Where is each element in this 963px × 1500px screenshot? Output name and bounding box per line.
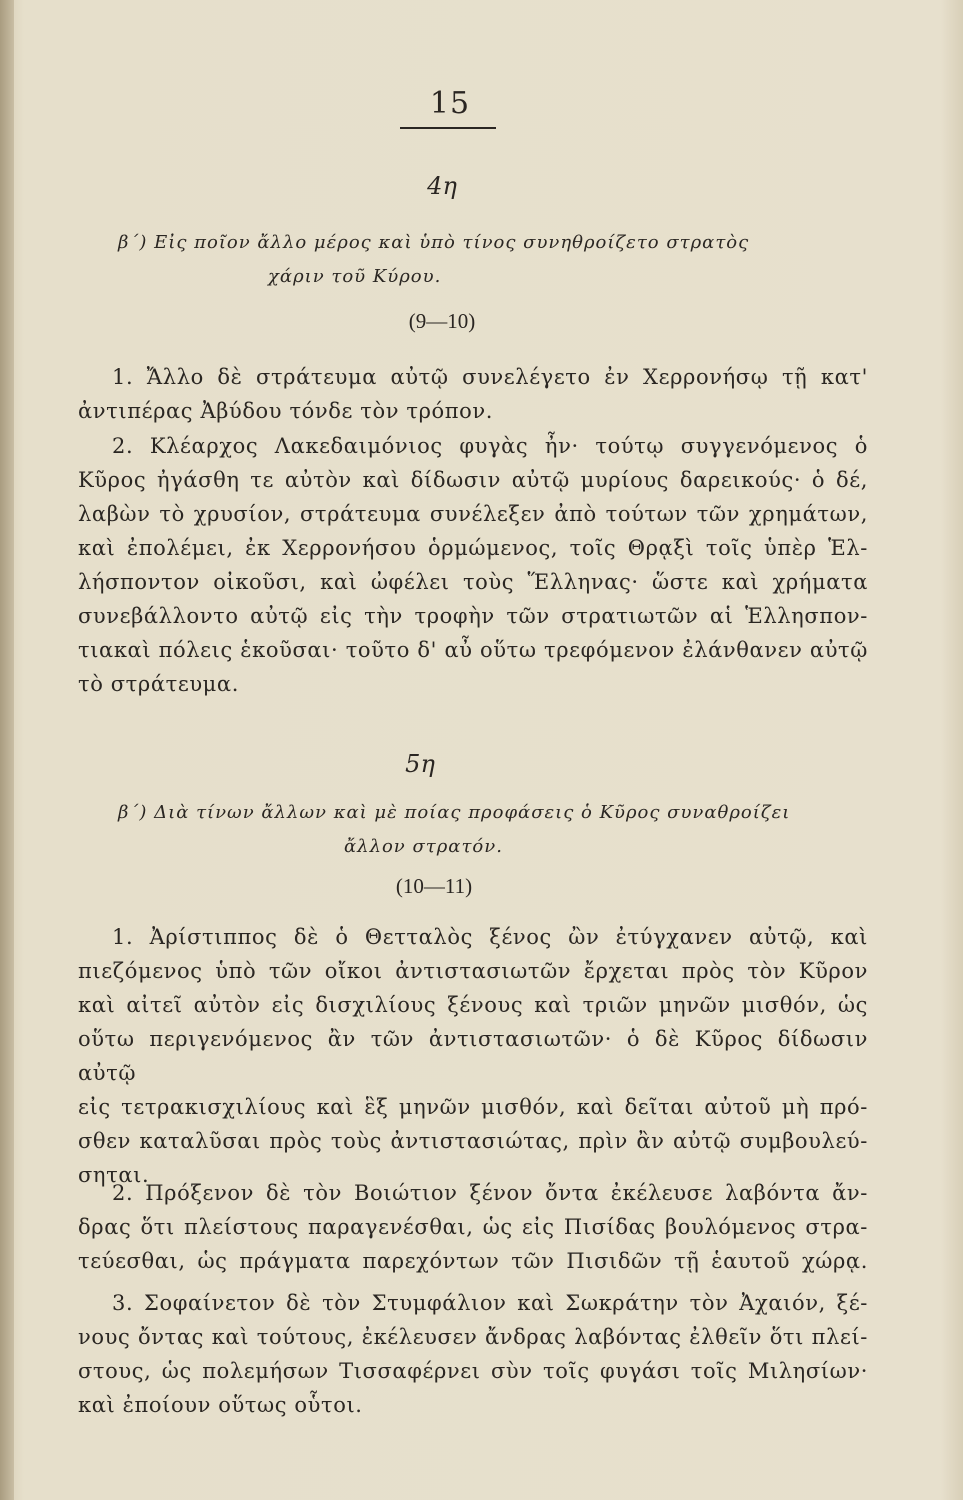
lesson-5-question xyxy=(118,796,790,864)
text-line: τεύεσθαι, ὡς πράγματα παρεχόντων τῶν Πισιδῶν τῇ ἑαυτοῦ χώρᾳ. xyxy=(78,1249,868,1273)
question-line: χάριν τοῦ Κύρου. xyxy=(268,266,442,287)
text-line: οὕτω περιγενόμενος ἂν τῶν ἀντιστασιωτῶν· ὁ δὲ Κῦρος δίδωσιν αὐτῷ xyxy=(78,1027,868,1085)
page-number-rule xyxy=(400,127,496,129)
text-line: σηται. xyxy=(78,1163,150,1187)
lesson-4-question xyxy=(118,226,749,294)
text-line: πιεζόμενος ὑπὸ τῶν οἴκοι ἀντιστασιωτῶν ἔρχεται πρὸς τὸν Κῦρον xyxy=(78,959,868,983)
text-line: καὶ ἐποίουν οὕτως οὗτοι. xyxy=(78,1393,363,1417)
question-line: β΄) Διὰ τίνων ἄλλων καὶ μὲ ποίας προφάσεις ὁ Κῦρος συναθροίζει xyxy=(118,802,791,823)
text-line: σθεν καταλῦσαι πρὸς τοὺς ἀντιστασιώτας, πρὶν ἂν αὐτῷ συμβουλεύ- xyxy=(78,1129,868,1153)
lesson-5-reference: (10—11) xyxy=(395,874,473,898)
question-line: β΄) Εἰς ποῖον ἄλλο μέρος καὶ ὑπὸ τίνος συνηθροίζετο στρατὸς xyxy=(118,232,750,253)
text-line: 2. Κλέαρχος Λακεδαιμόνιος φυγὰς ἦν· τούτῳ συγγενόμενος ὁ xyxy=(112,434,868,458)
text-line: τὸ στράτευμα. xyxy=(78,672,239,696)
text-line: δρας ὅτι πλείστους παραγενέσθαι, ὡς εἰς Πισίδας βουλόμενος στρα- xyxy=(78,1215,868,1239)
text-line: λαβὼν τὸ χρυσίον, στράτευμα συνέλεξεν ἀπὸ τούτων τῶν χρημάτων, xyxy=(78,502,868,526)
lesson-5-paragraph-3 xyxy=(78,1286,868,1422)
text-line: τιακαὶ πόλεις ἑκοῦσαι· τοῦτο δ' αὖ οὕτω τρεφόμενον ἐλάνθανεν αὐτῷ xyxy=(78,638,868,662)
lesson-4-paragraph-2 xyxy=(78,429,868,701)
text-line: Κῦρος ἠγάσθη τε αὐτὸν καὶ δίδωσιν αὐτῷ μυρίους δαρεικούς· ὁ δέ, xyxy=(78,468,868,492)
question-line: ἄλλον στρατόν. xyxy=(344,836,503,857)
text-line: συνεβάλλοντο αὐτῷ εἰς τὴν τροφὴν τῶν στρατιωτῶν αἱ Ἑλλησπον- xyxy=(78,604,868,628)
text-line: νους ὄντας καὶ τούτους, ἐκέλευσεν ἄνδρας λαβόντας ἐλθεῖν ὅτι πλεί- xyxy=(78,1325,868,1349)
text-line: 2. Πρόξενον δὲ τὸν Βοιώτιον ξένον ὄντα ἐκέλευσε λαβόντα ἄν- xyxy=(112,1181,868,1205)
lesson-5-paragraph-2 xyxy=(78,1176,868,1278)
text-line: εἰς τετρακισχιλίους καὶ ἓξ μηνῶν μισθόν, καὶ δεῖται αὐτοῦ μὴ πρό- xyxy=(78,1095,868,1119)
text-line: 1. Ἀρίστιππος δὲ ὁ Θετταλὸς ξένος ὢν ἐτύγχανεν αὐτῷ, καὶ xyxy=(112,925,868,949)
lesson-4-number: 4η xyxy=(427,172,457,200)
page-binding-edge xyxy=(0,0,14,1500)
lesson-5-number: 5η xyxy=(405,750,435,778)
text-line: λήσποντον οἰκοῦσι, καὶ ὠφέλει τοὺς Ἕλληνας· ὥστε καὶ χρήματα xyxy=(78,570,868,594)
text-line: ἀντιπέρας Ἀβύδου τόνδε τὸν τρόπον. xyxy=(78,399,494,423)
lesson-4-paragraph-1 xyxy=(78,360,868,428)
lesson-5-paragraph-1 xyxy=(78,920,868,1192)
lesson-4-reference: (9—10) xyxy=(408,309,476,333)
text-line: 1. Ἄλλο δὲ στράτευμα αὐτῷ συνελέγετο ἐν Χερρονήσῳ τῇ κατ' xyxy=(112,365,868,389)
text-line: 3. Σοφαίνετον δὲ τὸν Στυμφάλιον καὶ Σωκράτην τὸν Ἀχαιόν, ξέ- xyxy=(112,1291,868,1315)
text-line: καὶ ἐπολέμει, ἐκ Χερρονήσου ὁρμώμενος, τοῖς Θρᾳξὶ τοῖς ὑπὲρ Ἑλ- xyxy=(78,536,868,560)
text-line: καὶ αἰτεῖ αὐτὸν εἰς δισχιλίους ξένους καὶ τριῶν μηνῶν μισθόν, ὡς xyxy=(78,993,868,1017)
text-line: στους, ὡς πολεμήσων Τισσαφέρνει σὺν τοῖς φυγάσι τοῖς Μιλησίων· xyxy=(78,1359,868,1383)
page-number: 15 xyxy=(429,86,471,121)
